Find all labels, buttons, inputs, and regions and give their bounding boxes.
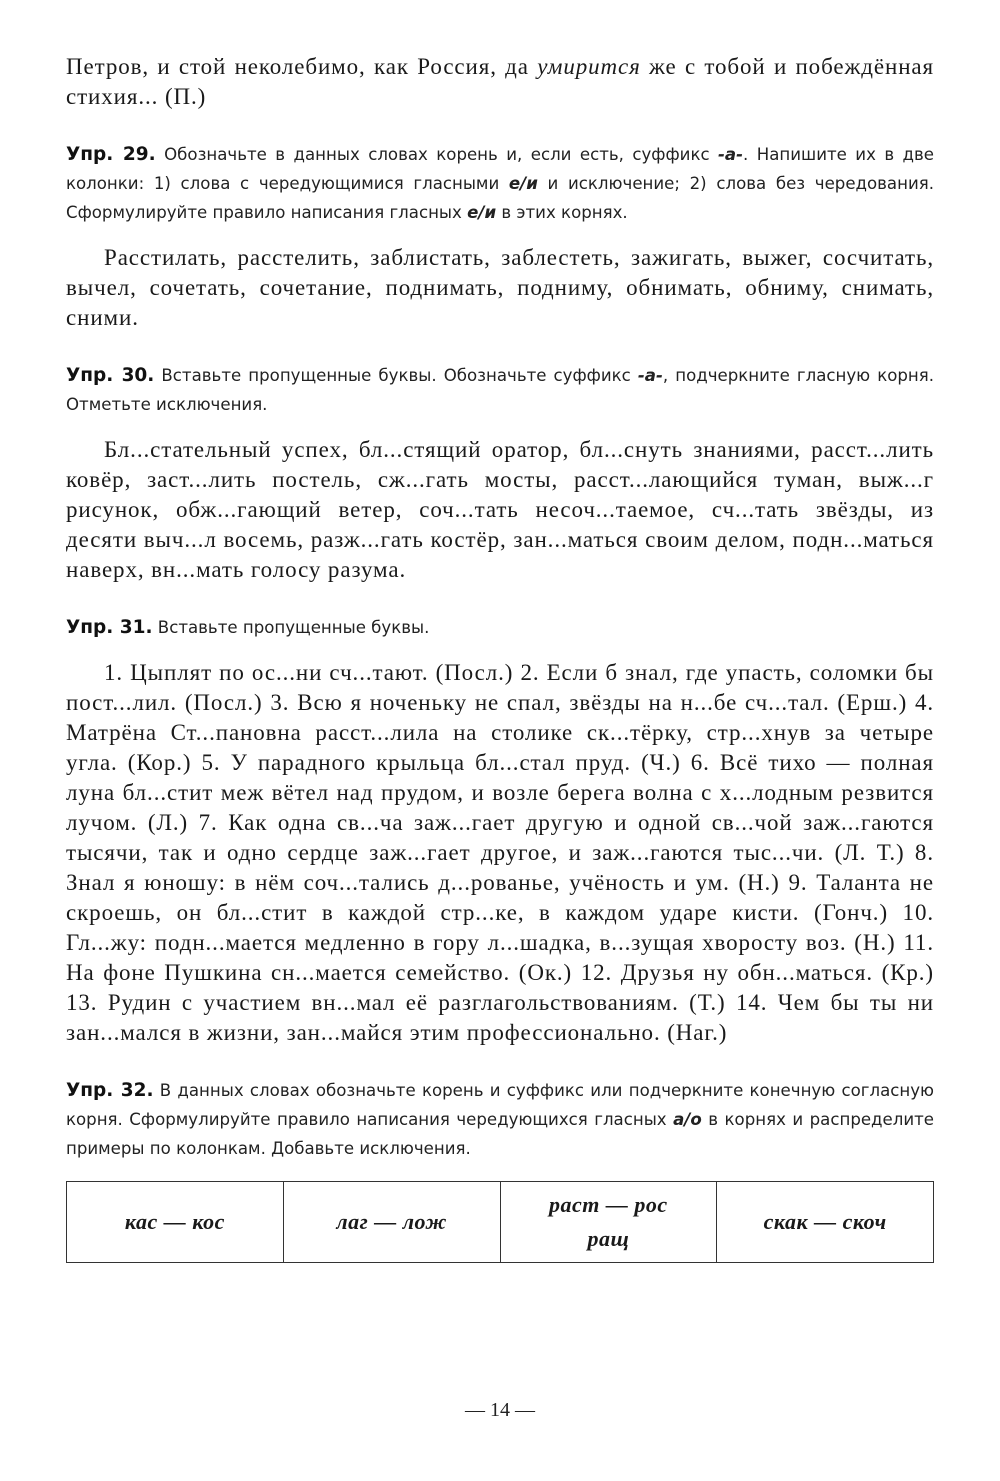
column-lag-lozh: лаг — лож (283, 1182, 500, 1263)
exercise-31-text: 1. Цыплят по ос...ни сч...тают. (Посл.) 2. Если б знал, где упасть, соломки бы пост...лил. (Посл.) 3. Всю я ноченьку не спал, звёзды на н...бе сч...тал. (Ерш.) 4. Матрёна Ст...пановна расст...лила на столике ск...тёрку, стр...хнув за четыре угла. (Кор.) 5. У парадного крыльца бл...стал пруд. (Ч.) 6. Всё тихо — полная луна бл...стит меж вётел над прудом, и возле берега волна с х...лодным резвится лучом. (Л.) 7. Как одна св...ча заж...гает другую и одной св...чой заж...гаются тысячи, так и одно сердце заж...гает другое, и заж...гаются тыс...чи. (Л. Т.) 8. Знал я юношу: в нём соч...тались д...рованье, учёность и ум. (Н.) 9. Таланта не скроешь, он бл...стит в каждой стр...ке, в каждом ударе кисти. (Гонч.) 10. Гл...жу: подн...мается медленно в гору л...шадка, в...зущая хворосту воз. (Н.) 11. На фоне Пушкина сн...мается семейство. (Ок.) 12. Друзья ну обн...маться. (Кр.) 13. Рудин с участием вн...мал её разглагольствованиям. (Т.) 14. Чем бы ты ни зан...мался в жизни, зан...майся этим профессионально. (Наг.) (66, 660, 934, 1045)
column-skak-skoch: скак — скоч (717, 1182, 934, 1263)
exercise-29-label: Упр. 29. (66, 144, 156, 165)
exercise-29-words: Расстилать, расстелить, заблистать, заблестеть, зажигать, выжег, сосчитать, вычел, сочетать, сочетание, поднимать, подниму, обнимать, обниму, снимать, сними. (66, 245, 934, 330)
exercise-32-instruction: Упр. 32. В данных словах обозначьте корень и суффикс или подчеркните конечную согласную корня. Сформулируйте правило написания чередующихся гласных а/о в корнях и распределите примеры по колонкам. Добавьте исключения. (66, 1080, 935, 1158)
column-rast-ros: раст — рос ращ (500, 1182, 717, 1263)
exercise-29-instruction: Упр. 29. Обозначьте в данных словах корень и, если есть, суффикс -а-. Напишите их в две колонки: 1) слова с чередующимися гласными е/и и исключение; 2) слова без чередования. Сформулируйте правило написания гласных е/и в этих корнях. (66, 144, 934, 222)
exercise-31-instruction: Упр. 31. Вставьте пропущенные буквы. (66, 617, 430, 638)
exercise-30-instruction: Упр. 30. Вставьте пропущенные буквы. Обозначьте суффикс -а-, подчеркните гласную корня. Отметьте исключения. (66, 365, 935, 414)
exercise-32-label: Упр. 32. (66, 1080, 154, 1101)
exercise-31-label: Упр. 31. (66, 617, 153, 638)
column-kas-kos: кас — кос (67, 1182, 284, 1263)
exercise-30-text: Бл...стательный успех, бл...стящий оратор, бл...снуть знаниями, расст...лить ковёр, заст...лить постель, сж...гать мосты, расст...лающийся туман, выж...г рисунок, обж...гающий ветер, соч...тать несоч...таемое, сч...тать звёзды, из десяти выч...л восемь, разж...гать костёр, зан...маться своим делом, подн...маться наверх, вн...мать голосу разума. (66, 437, 934, 582)
exercise-30-label: Упр. 30. (66, 365, 155, 386)
roots-table (66, 1181, 934, 1263)
italic-word: умирится (537, 54, 641, 79)
page-number: — 14 — (465, 1399, 535, 1421)
page-content (66, 52, 934, 1263)
roots-table-header-row (67, 1182, 934, 1263)
continuation-paragraph: Петров, и стой неколебимо, как Россия, да умирится же с тобой и побеждённая стихия... (П.) (66, 54, 934, 109)
